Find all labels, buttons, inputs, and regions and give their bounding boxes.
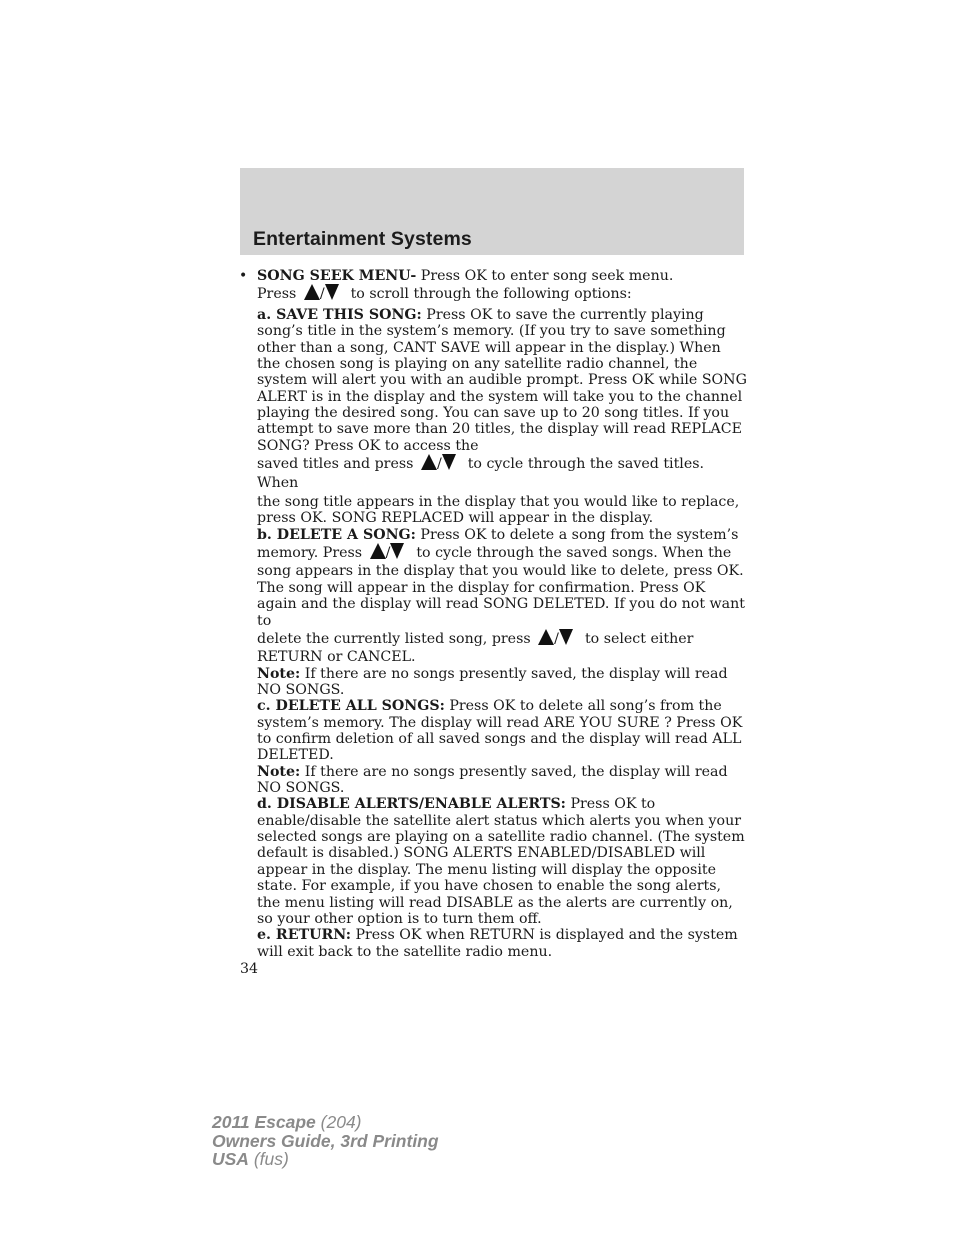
intro-text: Press OK to enter song seek menu. [416,268,674,284]
bullet-icon: • [239,268,248,284]
option-disable-enable-alerts [257,796,747,927]
option-a-text4: the song title appears in the display that you would like to replace, press OK. SONG REPLACED will appear in the display. [257,493,740,527]
option-a-text3: to cycle through the saved titles. When [257,455,705,492]
arrow-down-icon [559,629,573,645]
footer-guide: Owners Guide, 3rd Printing [212,1130,439,1151]
option-save-this-song [257,307,747,527]
slash: / [554,630,559,647]
option-e-label: e. RETURN: [257,927,351,944]
option-delete-all-songs [257,698,747,796]
footer-model: 2011 Escape [212,1112,316,1132]
arrow-up-icon [538,629,554,645]
press-word: Press [257,286,297,303]
slash: / [436,455,442,472]
arrow-down-icon [390,543,404,559]
intro-label: SONG SEEK MENU- [257,268,417,284]
slash: / [319,286,325,303]
footer-market: USA [212,1149,249,1169]
option-b-text6: to select either [584,630,694,647]
arrow-up-icon [304,284,320,300]
option-d-label: d. DISABLE ALERTS/ENABLE ALERTS: [257,796,566,813]
footer-market-code: (fus) [248,1149,289,1169]
option-b-text: Press OK to delete a song from the system’s [415,526,739,543]
page-content [239,268,747,960]
option-a-text2: saved titles and press [257,455,414,472]
option-b-text5: delete the currently listed song, press [257,630,531,647]
option-delete-a-song [257,527,747,699]
note-label: Note: [257,763,301,780]
option-b-text4: song appears in the display that you would like to delete, press OK. The song will appear in the display for confirmation. Press OK again and the display will read SONG DELETED. If you do not want to [257,563,745,629]
option-c-label: c. DELETE ALL SONGS: [257,698,445,715]
document-footer [212,1113,439,1169]
option-b-text2: memory. Press [257,544,363,561]
scroll-text: to scroll through the following options: [350,286,632,303]
option-a-label: a. SAVE THIS SONG: [257,306,422,323]
option-return [257,927,747,960]
slash: / [385,544,391,561]
option-a-text: Press OK to save the currently playing song’s title in the system’s memory. (If you try to save something other than a song, CANT SAVE will appear in the display.) When the chosen song is playing on any satellite radio channel, the system will alert you with an audible prompt. Press OK while SONG ALERT is in the display and the system will take you to the channel playing the desired song. You can save up to 20 song titles. If you attempt to save more than 20 titles, the display will read REPLACE SONG? Press OK to access the [257,306,747,454]
option-b-text7: RETURN or CANCEL. [257,649,416,666]
note-text: If there are no songs presently saved, the display will read NO SONGS. [257,665,728,699]
footer-model-code: (204) [315,1112,362,1132]
option-b-text3: to cycle through the saved songs. When the [416,544,732,561]
arrow-up-icon [370,543,386,559]
note-label: Note: [257,665,301,682]
option-b-label: b. DELETE A SONG: [257,526,416,543]
note-text: If there are no songs presently saved, the display will read NO SONGS. [257,763,728,797]
option-e-text: Press OK when RETURN is displayed and the system will exit back to the satellite radio menu. [257,927,738,960]
option-d-text: Press OK to enable/disable the satellite alert status which alerts you when your selected songs are playing on a satellite radio channel. (The system default is disabled.) SONG ALERTS ENABLED/DISABLED will appear in the display. The menu listing will display the opposite state. For example, if you have chosen to enable the song alerts, the menu listing will read DISABLE as the alerts are currently on, so your other option is to turn them off. [257,796,745,927]
option-c-text: Press OK to delete all song’s from the system’s memory. The display will read ARE YOU SURE ? Press OK to confirm deletion of all saved songs and the display will read ALL DELETED. [257,698,743,764]
section-header-band [240,168,744,255]
arrow-down-icon [442,454,456,470]
section-title: Entertainment Systems [253,228,472,250]
arrow-down-icon [325,284,339,300]
song-seek-intro [239,268,747,305]
arrow-up-icon [421,454,437,470]
page-number: 34 [240,961,259,977]
